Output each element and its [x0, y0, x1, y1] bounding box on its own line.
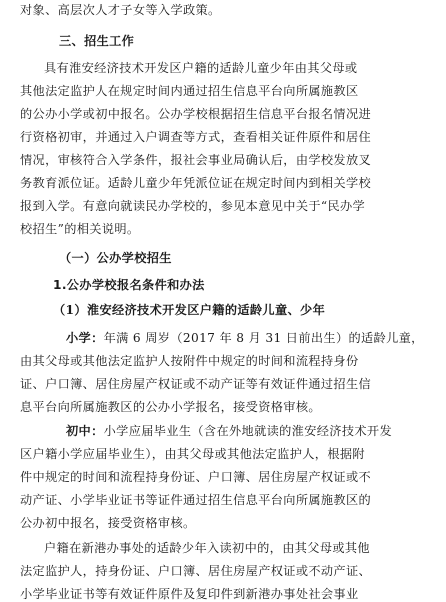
text-line: 法定监护人，持身份证、户口簿、居住房屋产权证或不动产证、 [20, 564, 372, 578]
lead-label: 小学： [66, 331, 104, 345]
text-line: 息平台向所属施教区的公办小学报名，接受资格审核。 [20, 400, 321, 414]
text-line: 务教育派位证。适龄儿童少年凭派位证在规定时间内到相关学校 [20, 176, 372, 190]
text-line: 报到入学。有意向就读民办学校的，参见本意见中关于“民办学 [20, 199, 366, 213]
text-line: 由其父母或其他法定监护人按附件中规定的时间和流程持身份 [20, 354, 359, 368]
text-line: 户籍在新港办事处的适龄少年入读初中的，由其父母或其他 [44, 541, 370, 555]
text-line: 对象、高层次人才子女等入学政策。 [20, 3, 221, 17]
text-line: 其他法定监护人在规定时间内通过招生信息平台向所属施教区 [20, 84, 359, 98]
text-line: 区户籍小学应届毕业生），由其父母或其他法定监护人，根据附 [20, 447, 365, 461]
text-line [66, 423, 392, 439]
text-line: 情况，审核符合入学条件，报社会事业局确认后，由学校发放叉 [20, 153, 372, 167]
text-line [66, 330, 424, 346]
subsection-heading: （一）公办学校招生 [59, 251, 172, 265]
text-line: 小学毕业证书等有效证件原件及复印件到新港办事处社会事业 [20, 587, 359, 601]
lead-label: 初中： [66, 424, 104, 438]
text-line: 校招生”的相关说明。 [20, 222, 140, 236]
text-line: 件中规定的时间和流程持身份证、户口簿、居住房屋产权证或不 [20, 470, 372, 484]
subsection-heading: （1）淮安经济技术开发区户籍的适龄儿童、少年 [53, 303, 326, 317]
subsection-heading: 1.公办学校报名条件和办法 [53, 278, 205, 292]
text-line: 动产证、小学毕业证书等证件通过招生信息平台向所属施教区的 [20, 493, 372, 507]
text-line: 公办初中报名，接受资格审核。 [20, 516, 196, 530]
section-heading: 三、招生工作 [59, 34, 135, 48]
text-line: 的公办小学或初中报名。公办学校根据招生信息平台报名情况进 [20, 107, 372, 121]
text-run: 年满 6 周岁（2017 年 8 月 31 日前出生）的适龄儿童， [103, 331, 424, 345]
text-run: 小学应届毕业生（含在外地就读的淮安经济技术开发 [103, 424, 392, 438]
text-line: 具有淮安经济技术开发区户籍的适龄儿童少年由其父母或 [44, 61, 358, 75]
text-line: 行资格初审，并通过入户调查等方式，查看相关证件原件和居住 [20, 130, 372, 144]
text-line: 证、户口簿、居住房屋产权证或不动产证等有效证件通过招生信 [20, 377, 372, 391]
